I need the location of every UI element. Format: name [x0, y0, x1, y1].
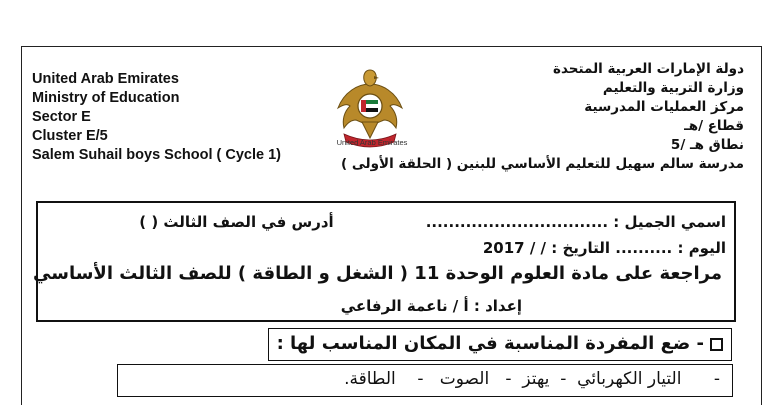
header-english [32, 70, 322, 165]
cluster-line: Cluster E/5 [32, 128, 108, 144]
cluster-line-ar: نطاق هـ /5 [670, 137, 744, 153]
word-bank-box [117, 364, 733, 397]
sector-line: Sector E [32, 109, 91, 125]
ministry-line-ar: وزارة التربية والتعليم [602, 80, 744, 96]
instruction-text: - ضع المفردة المناسبة في المكان المناسب لها : [276, 333, 704, 354]
student-info-box [33, 201, 736, 322]
checkbox-icon [710, 338, 723, 351]
emblem-caption: United Arab Emirates [336, 138, 408, 147]
page-border-left [21, 46, 22, 405]
instruction-line [277, 333, 723, 354]
day-date-line: اليوم : .......... التاريخ : / / 2017 [482, 239, 726, 257]
country-line-ar: دولة الإمارات العربية المتحدة [553, 61, 744, 77]
name-field: اسمي الجميل : ................................ [425, 213, 726, 231]
grade-field: أدرس في الصف الثالث ( ) [139, 213, 334, 231]
page-border-right [761, 46, 762, 405]
worksheet-title: مراجعة على مادة العلوم الوحدة 11 ( الشغل و الطاقة ) للصف الثالث الأساسي [33, 263, 722, 284]
school-line-ar: مدرسة سالم سهيل للتعليم الأساسي للبنين ( الحلقة الأولى ) [341, 156, 744, 172]
operations-line-ar: مركز العمليات المدرسية [584, 99, 744, 115]
country-line: United Arab Emirates [32, 71, 179, 87]
word-bank-text: - التيار الكهربائي - يهتز - الصوت - الطاقة. [344, 369, 720, 389]
prepared-by: إعداد : أ / ناعمة الرفاعي [340, 297, 522, 315]
sector-line-ar: قطاع /هـ [684, 118, 744, 134]
name-grade-line [139, 213, 726, 231]
ministry-line: Ministry of Education [32, 90, 180, 106]
school-line: Salem Suhail boys School ( Cycle 1) [32, 147, 281, 163]
page-border-top [21, 46, 762, 47]
instruction-box [268, 328, 732, 361]
